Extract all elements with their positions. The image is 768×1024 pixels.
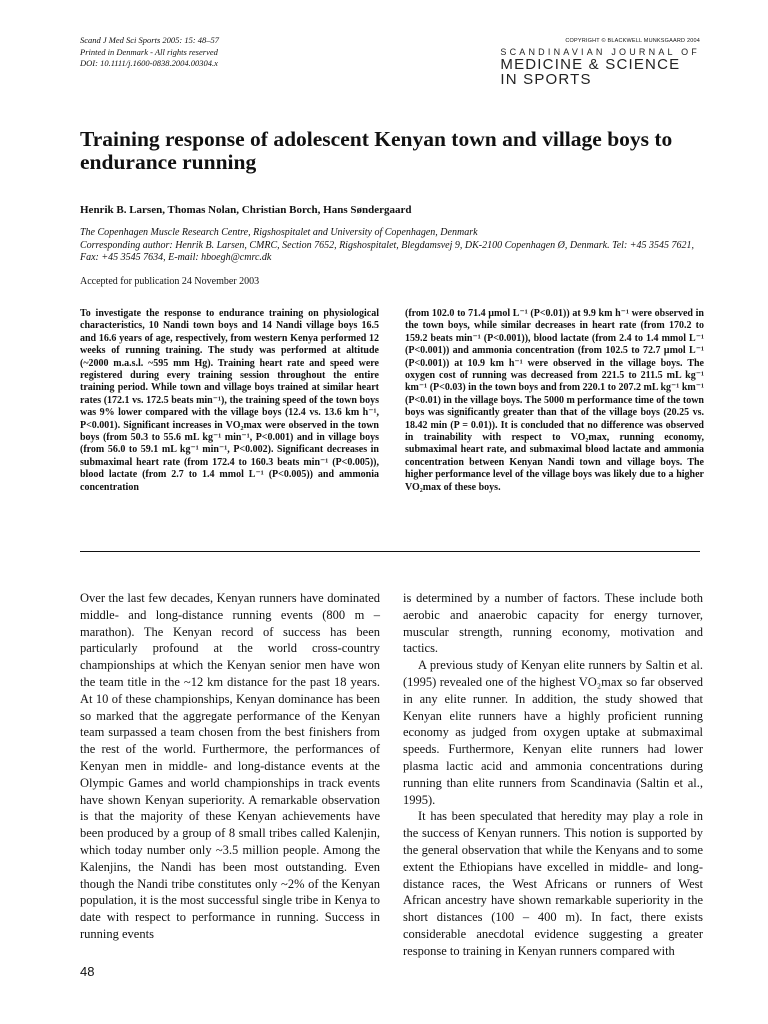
abstract-right-column: (from 102.0 to 71.4 µmol L⁻¹ (P<0.01)) at 9.9 km h⁻¹ were observed in the town boys, while similar decreases in heart rate (from 170.2 to 159.2 beats min⁻¹ (P<0.001)), blood lactate (from 2.4 to 1.4 mmol L⁻¹ (P<0.001)) and ammonia concentration (from 102.5 to 72.7 µmol L⁻¹ (P<0.001)) at 10.9 km h⁻¹ were observed in the village boys. The oxygen cost of running was decreased from 221.5 to 211.5 mL kg⁻¹ km⁻¹ (P<0.03) in the town boys and from 220.1 to 207.2 mL kg⁻¹ km⁻¹ (P<0.01) in the village boys. The 5000 m performance time of the town boys was significantly greater than that of the village boys (20.25 vs. 18.42 min (P = 0.01)). It is concluded that no difference was observed in trainability with respect to VO₂max, running economy, submaximal heart rate, and submaximal blood lactate and ammonia concentration between Kenyan Nandi town and village boys. The higher performance level of the village boys was likely due to a higher VO₂max of these boys. — [405, 308, 704, 493]
printed-note: Printed in Denmark - All rights reserved — [80, 46, 218, 57]
affiliation-block — [80, 227, 705, 265]
author-list: Henrik B. Larsen, Thomas Nolan, Christian Borch, Hans Søndergaard — [80, 204, 412, 216]
corresponding-author: Corresponding author: Henrik B. Larsen, CMRC, Section 7652, Rigshospitalet, Blegdamsvej 9, DK-2100 Copenhagen Ø, Denmark. Tel: +45 3545 7621, Fax: +45 3545 7634, E-mail: hboegh@cmrc.dk — [80, 239, 695, 263]
body-left-column — [80, 590, 380, 943]
copyright-notice: COPYRIGHT © BLACKWELL MUNKSGAARD 2004 — [565, 38, 700, 44]
journal-name-line3: IN SPORTS — [500, 71, 592, 88]
body-right-column — [403, 590, 703, 960]
journal-name-line2: MEDICINE & SCIENCE — [500, 56, 681, 73]
body-paragraph: is determined by a number of factors. These include both aerobic and anaerobic capacity for energy turnover, muscular strength, running economy, motivation and tactics. — [403, 591, 703, 656]
journal-name-line1: SCANDINAVIAN JOURNAL OF — [500, 47, 700, 57]
accepted-date: Accepted for publication 24 November 2003 — [80, 276, 260, 287]
page-number: 48 — [80, 964, 95, 979]
doi: DOI: 10.1111/j.1600-0838.2004.00304.x — [80, 58, 218, 68]
citation-block — [80, 35, 219, 70]
article-title: Training response of adolescent Kenyan town and village boys to endurance running — [80, 127, 673, 174]
body-paragraph: Over the last few decades, Kenyan runners have dominated middle- and long-distance running events (800 m – marathon). The Kenyan record of success has been particularly profound at the world cross-country championships at which the Kenyan senior men have won the team title in the ~12 km distance for the past 18 years. At 10 of these championships, Kenyan dominance has been so marked that the aggregate performance of the Kenyan team surpassed a team chosen from the best finishers from the rest of the world. Furthermore, the performances of Kenyan men in middle- and long-distance events at the Olympic Games and world championships in track events have shown Kenyan superiority. A remarkable observation is that the majority of these Kenyan achievements have been produced by a group of 8 small tribes called Kalenjin, which today number only ~3.5 million people. Among the Kalenjins, the Nandi has been most outstanding. Even though the Nandi tribe constitutes only ~2% of the Kenyan population, it is the most successful single tribe in Kenya to date with respect to performance in running. Success in running events — [80, 591, 380, 941]
abstract-left-column: To investigate the response to endurance training on physiological characteristics, 10 Nandi town boys and 14 Nandi village boys 16.5 and 16.6 years of age, respectively, from western Kenya performed 12 weeks of running training. The study was performed at altitude (~2000 m.a.s.l. ~595 mm Hg). Training heart rate and speed were registered during every training session throughout the entire training period. While town and village boys trained at similar heart rates (172.1 vs. 172.5 beats min⁻¹), the training speed of the town boys was 9% lower compared with the village boys (12.4 vs. 13.6 km h⁻¹, P<0.001). Significant increases in VO₂max were observed in the town boys (from 50.3 to 55.6 mL kg⁻¹ min⁻¹, P<0.001) and in village boys (from 56.0 to 59.1 mL kg⁻¹ min⁻¹, P<0.002). Significant decreases in submaximal heart rate (from 172.4 to 160.3 beats min⁻¹ (P<0.005)), blood lactate (from 2.7 to 1.4 mmol L⁻¹ (P<0.005)) and ammonia concentration — [80, 308, 379, 493]
body-paragraph: It has been speculated that heredity may play a role in the success of Kenyan runners. This notion is supported by the general observation that while the Kenyans and to some extent the Ethiopians have excelled in middle- and long-distance races, the West Africans or runners of West African ancestry have shown remarkable superiority in the short distances (100 – 400 m). In fact, there exists considerable anecdotal evidence suggesting a greater response to training in Kenyan runners compared with — [403, 809, 703, 958]
affiliation: The Copenhagen Muscle Research Centre, Rigshospitalet and University of Copenhagen, Denmark — [80, 227, 478, 238]
journal-citation: Scand J Med Sci Sports 2005: 15: 48–57 — [80, 35, 220, 45]
body-paragraph: A previous study of Kenyan elite runners by Saltin et al. (1995) revealed one of the highest VO₂max so far observed in any elite runner. In addition, the study showed that Kenyan elite runners have a highly proficient running economy as judged from oxygen uptake at submaximal speeds. Furthermore, Kenyan elite runners had lower plasma lactic acid and ammonia concentrations during running than elite runners from Scandinavia (Saltin et al., 1995). — [403, 658, 703, 807]
journal-logo — [500, 47, 700, 87]
section-divider — [80, 551, 700, 552]
